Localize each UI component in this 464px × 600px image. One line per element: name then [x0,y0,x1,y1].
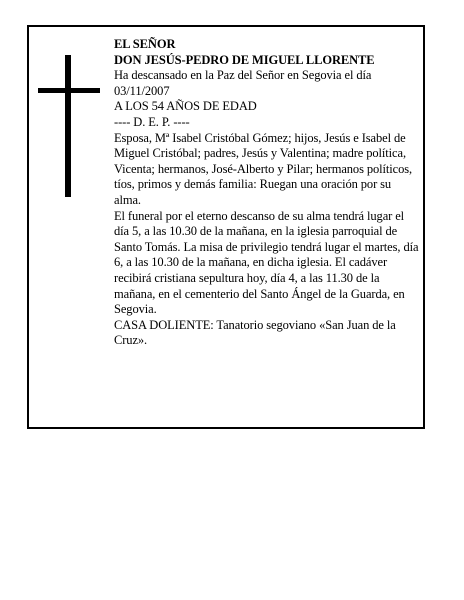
deceased-name: DON JESÚS-PEDRO DE MIGUEL LLORENTE [114,52,375,67]
latin-cross-icon [38,55,100,197]
funeral-paragraph: El funeral por el eterno descanso de su alma tendrá lugar el día 5, a las 10.30 de la mañana, en la iglesia parroquial de Santo Tomás. La misa de privilegio tendrá lugar el martes, día 6, a las 10.30 de la mañana, en dicha iglesia. El cadáver recibirá cristiana sepultura hoy, día 4, a las 11.30 de la mañana, en el cementerio del Santo Ángel de la Guarda, en Segovia. [114,208,419,317]
rip-line: ---- D. E. P. ---- [114,114,190,129]
age-line: A LOS 54 AÑOS DE EDAD [114,99,257,114]
rest-announcement: Ha descansado en la Paz del Señor en Segovia el día 03/11/2007 [114,68,372,98]
notice-title: EL SEÑOR [114,37,176,51]
family-paragraph: Esposa, Mª Isabel Cristóbal Gómez; hijos, Jesús e Isabel de Miguel Cristóbal; padres, Jesús y Valentina; madre política, Vicenta; hermanos, José-Alberto y Pilar; hermanos políticos, tíos, primos y demás familia: Ruegan una oración por su alma. [114,130,413,207]
cross-vertical-bar [65,55,71,197]
cross-horizontal-bar [38,88,100,93]
obituary-text [114,37,420,349]
mourning-house-line: CASA DOLIENTE: Tanatorio segoviano «San Juan de la Cruz». [114,317,396,348]
